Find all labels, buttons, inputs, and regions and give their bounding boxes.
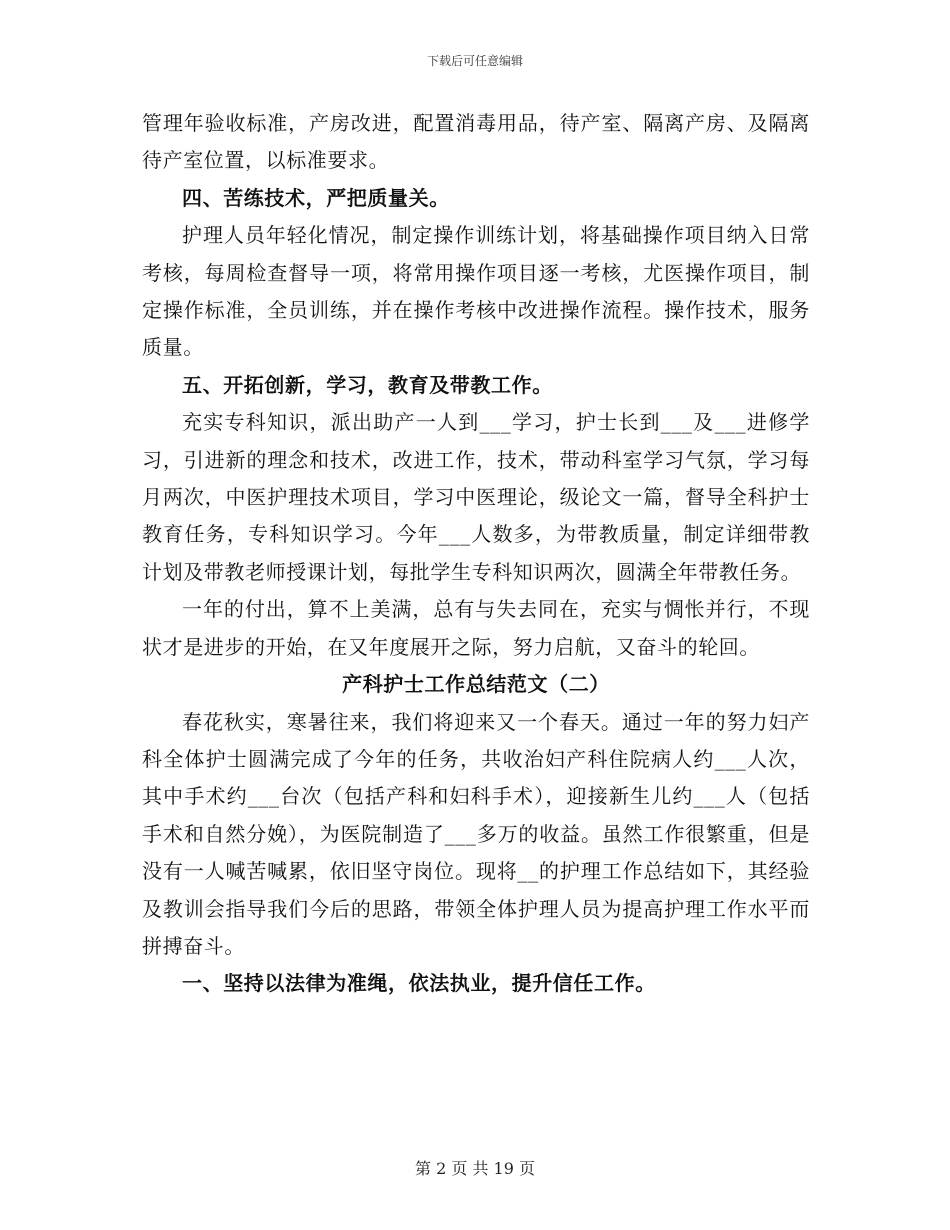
page-footer: 第 2 页 共 19 页 [415,1159,535,1178]
document-body [142,105,810,1003]
section-title: 产科护士工作总结范文（二） [342,672,610,697]
paragraph-continued: 管理年验收标准，产房改进，配置消毒用品，待产室、隔离产房、及隔离待产室位置，以标准要求。 [142,111,810,173]
heading-section-5: 五、开拓创新，学习，教育及带教工作。 [182,372,553,397]
paragraph-intro: 春花秋实，寒暑往来，我们将迎来又一个春天。通过一年的努力妇产科全体护士圆满完成了今年的任务，共收治妇产科住院病人约___人次，其中手术约___台次（包括产科和妇科手术），迎接新生儿约___人（包括手术和自然分娩），为医院制造了___多万的收益。虽然工作很繁重，但是没有一人喊苦喊累，依旧坚守岗位。现将__的护理工作总结如下，其经验及教训会指导我们今后的思路，带领全体护理人员为提高护理工作水平而拼搏奋斗。 [142,709,810,958]
paragraph-closing: 一年的付出，算不上美满，总有与失去同在，充实与惆怅并行，不现状才是进步的开始，在又年度展开之际，努力启航，又奋斗的轮回。 [142,597,810,659]
paragraph-section-5: 充实专科知识，派出助产一人到___学习，护士长到___及___进修学习，引进新的理念和技术，改进工作，技术，带动科室学习气氛，学习每月两次，中医护理技术项目，学习中医理论，级论文一篇，督导全科护士教育任务，专科知识学习。今年___人数多，为带教质量，制定详细带教计划及带教老师授课计划，每批学生专科知识两次，圆满全年带教任务。 [142,410,810,584]
heading-section-4: 四、苦练技术，严把质量关。 [182,185,450,210]
paragraph-section-4: 护理人员年轻化情况，制定操作训练计划，将基础操作项目纳入日常考核，每周检查督导一项，将常用操作项目逐一考核，尤医操作项目，制定操作标准，全员训练，并在操作考核中改进操作流程。操作技术，服务质量。 [142,223,810,360]
page-header: 下载后可任意编辑 [426,54,523,68]
heading-section-1: 一、坚持以法律为准绳，依法执业，提升信任工作。 [182,971,656,996]
